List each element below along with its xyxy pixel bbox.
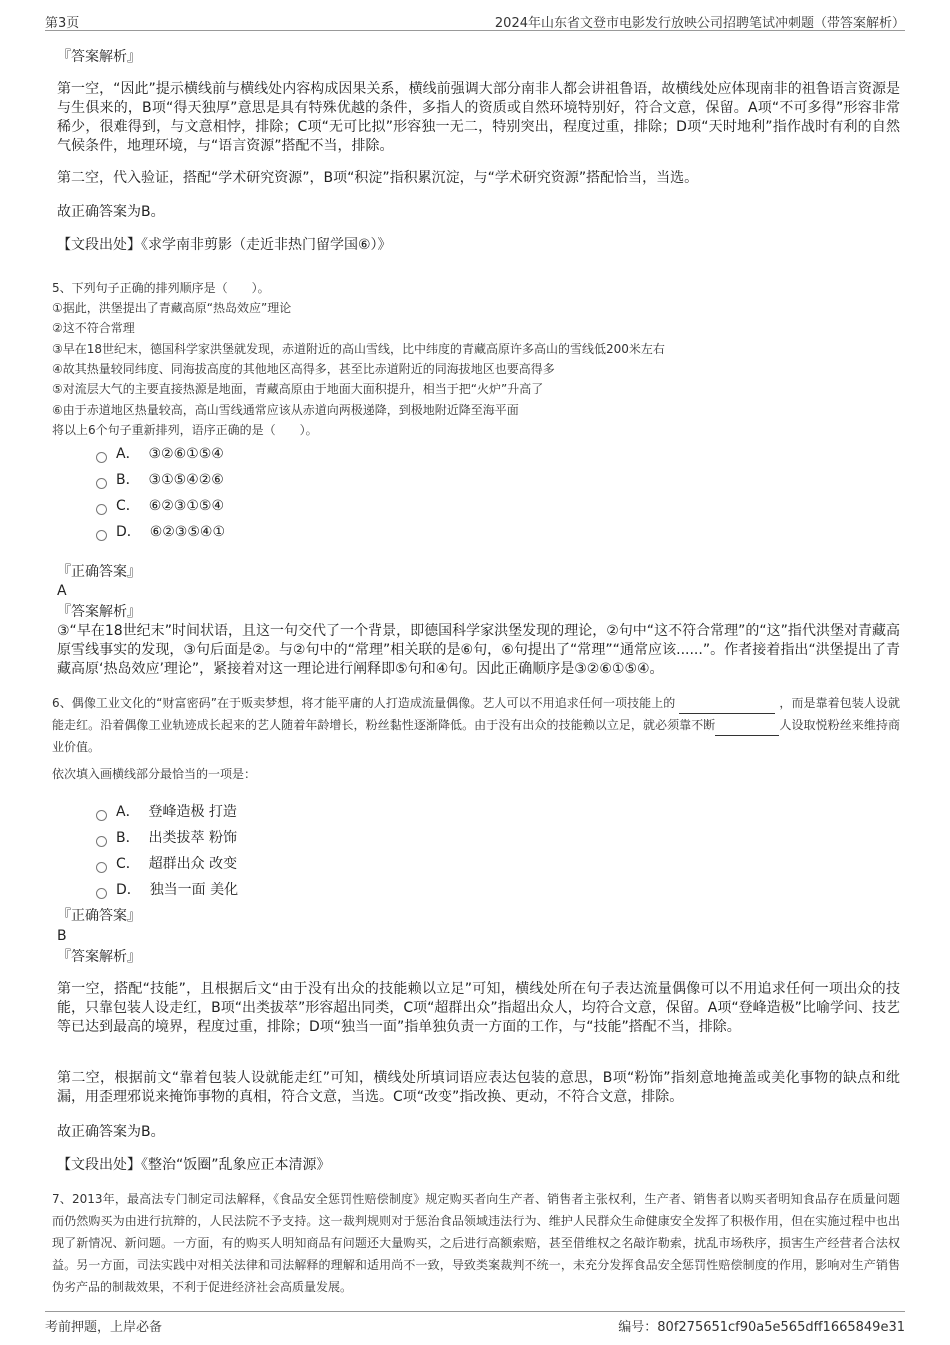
footer-divider (45, 1311, 905, 1312)
option-text: ③②⑥①⑤④ (148, 446, 224, 462)
option-letter: C． (116, 498, 140, 514)
option-letter: D． (116, 524, 141, 540)
q6-stem-part: ，而是靠着包装人设就能走红。沿着偶像工业轨迹成长起来的艺人随着年龄增长，粉丝黏性逐渐降低。由于没有出众的技能赖以立足，就必须靠不断 (52, 696, 900, 732)
radio-icon[interactable] (96, 504, 107, 515)
page-header (45, 6, 905, 31)
option-text: ⑥②③①⑤④ (148, 498, 224, 514)
footer-slogan: 考前押题，上岸必备 (45, 1320, 163, 1335)
q6-instruction: 依次填入画横线部分最恰当的一项是： (52, 767, 257, 781)
option-letter: B． (116, 830, 140, 846)
q5-sentence: ⑥由于赤道地区热量较高，高山雪线通常应该从赤道向两极递降，到极地附近降至海平面 (52, 403, 519, 417)
q6-option-a[interactable] (96, 802, 237, 822)
q6-answer-label: 『正确答案』 (57, 908, 141, 924)
fill-blank-2 (715, 721, 779, 736)
radio-icon[interactable] (96, 810, 107, 821)
option-letter: B． (116, 472, 140, 488)
option-letter: C． (116, 856, 140, 872)
q6-stem-part: 6、偶像工业文化的“财富密码”在于贩卖梦想，将才能平庸的人打造成流量偶像。艺人可以不用追求任何一项技能上的 (52, 696, 676, 710)
q7-stem: 7、2013年，最高法专门制定司法解释，《食品安全惩罚性赔偿制度》规定购买者向生产者、销售者主张权利，生产者、销售者以购买者明知食品存在质量问题而仍然购买为由进行抗辩的，人民法院不予支持。这一裁判规则对于惩治食品领域违法行为、维护人民群众生命健康安全发挥了积极作用，但在实施过程中也出现了新情况、新问题。一方面，有的购买人明知商品有问题还大量购买，之后进行高额索赔，甚至借维权之名敲诈勒索，扰乱市场秩序，损害生产经营者合法权益。另一方面，司法实践中对相关法律和司法解释的理解和适用尚不一致，导致类案裁判不统一，未充分发挥食品安全惩罚性赔偿制度的作用，影响对生产销售伪劣产品的制裁效果，不利于促进经济社会高质量发展。 (52, 1192, 900, 1294)
radio-icon[interactable] (96, 478, 107, 489)
code-label: 编号： (618, 1320, 658, 1335)
q6-source: 【文段出处】《整治“饭圈”乱象应正本清源》 (57, 1157, 331, 1173)
q6-option-b[interactable] (96, 828, 237, 848)
q4-conclusion: 故正确答案为B。 (57, 204, 165, 220)
q5-analysis: ③“早在18世纪末”时间状语，且这一句交代了一个背景，即德国科学家洪堡发现的理论，②句中“这不符合常理”的“这”指代洪堡对青藏高原雪线事实的发现，③句后面是②。与②句中的“常理”相关联的是⑥句，⑥句提出了“常理”“通常应该......”。作者接着指出“洪堡提出了青藏高原‘热岛效应’理论”，紧接着对这一理论进行阐释即⑤句和④句。因此正确顺序是③②⑥①⑤④。 (57, 623, 900, 677)
radio-icon[interactable] (96, 452, 107, 463)
q6-stem-part: 人设取悦粉丝来维持商业价值。 (52, 718, 900, 754)
option-letter: A． (116, 446, 140, 462)
option-letter: D． (116, 882, 141, 898)
option-text: ③①⑤④②⑥ (148, 472, 224, 488)
option-text: 超群出众 改变 (148, 856, 238, 872)
q5-option-d[interactable] (96, 522, 225, 542)
q5-instruction: 将以上6个句子重新排列，语序正确的是（ ）。 (52, 423, 318, 437)
document-code (618, 1316, 905, 1335)
fill-blank-1 (679, 699, 775, 714)
q4-analysis-label: 『答案解析』 (57, 49, 141, 65)
option-letter: A． (116, 804, 140, 820)
q5-option-c[interactable] (96, 496, 224, 516)
option-text: 登峰造极 打造 (148, 804, 237, 820)
page-number: 第3页 (45, 16, 80, 31)
radio-icon[interactable] (96, 888, 107, 899)
q5-sentence: ②这不符合常理 (52, 321, 135, 335)
q5-sentence: ③早在18世纪末，德国科学家洪堡就发现，赤道附近的高山雪线，比中纬度的青藏高原许多高山的雪线低200米左右 (52, 342, 665, 356)
q5-sentence: ⑤对流层大气的主要直接热源是地面，青藏高原由于地面大面积提升，相当于把“火炉”升高了 (52, 382, 544, 396)
radio-icon[interactable] (96, 530, 107, 541)
q4-source: 【文段出处】《求学南非剪影（走近非热门留学国⑥）》 (57, 237, 392, 253)
q5-option-b[interactable] (96, 470, 224, 490)
q5-analysis-label: 『答案解析』 (57, 604, 141, 620)
header-divider (45, 30, 905, 31)
code-value: 80f275651cf90a5e565dff1665849e31 (657, 1320, 905, 1335)
q6-answer: B (57, 928, 67, 944)
q5-sentence: ①据此，洪堡提出了青藏高原“热岛效应”理论 (52, 301, 292, 315)
q5-answer-label: 『正确答案』 (57, 564, 141, 580)
q5-sentence: ④故其热量较同纬度、同海拔高度的其他地区高得多，甚至比赤道附近的同海拔地区也要高得多 (52, 362, 555, 376)
q4-analysis-para1: 第一空，“因此”提示横线前与横线处内容构成因果关系，横线前强调大部分南非人都会讲祖鲁语，故横线处应体现南非的祖鲁语言资源是与生俱来的，B项“得天独厚”意思是具有特殊优越的条件，多指人的资质或自然环境特别好，符合文意，保留。A项“不可多得”形容非常稀少，很难得到，与文意相悖，排除；C项“无可比拟”形容独一无二，特别突出，程度过重，排除；D项“天时地利”指作战时有利的自然气候条件，地理环境，与“语言资源”搭配不当，排除。 (57, 81, 900, 154)
q6-analysis-para1: 第一空，搭配“技能”，且根据后文“由于没有出众的技能赖以立足”可知，横线处所在句子表达流量偶像可以不用追求任何一项出众的技能，只靠包装人设走红，B项“出类拔萃”形容超出同类，C项“超群出众”指超出众人，均符合文意，保留。A项“登峰造极”比喻学问、技艺等已达到最高的境界，程度过重，排除；D项“独当一面”指单独负责一方面的工作，与“技能”搭配不当，排除。 (57, 981, 900, 1035)
q6-conclusion: 故正确答案为B。 (57, 1124, 165, 1140)
q6-stem (52, 692, 900, 758)
q6-option-c[interactable] (96, 854, 237, 874)
q4-analysis-para2: 第二空，代入验证，搭配“学术研究资源”，B项“积淀”指积累沉淀，与“学术研究资源”搭配恰当，当选。 (57, 170, 699, 186)
q5-answer: A (57, 583, 67, 599)
q5-stem: 5、下列句子正确的排列顺序是（ ）。 (52, 281, 270, 295)
document-title: 2024年山东省文登市电影发行放映公司招聘笔试冲刺题（带答案解析） (494, 16, 905, 31)
q6-analysis-para2: 第二空，根据前文“靠着包装人设就能走红”可知，横线处所填词语应表达包装的意思，B项“粉饰”指刻意地掩盖或美化事物的缺点和纰漏，用歪理邪说来掩饰事物的真相，符合文意，当选。C项“改变”指改换、更动，不符合文意，排除。 (57, 1070, 900, 1105)
option-text: ⑥②③⑤④① (149, 524, 225, 540)
q5-option-a[interactable] (96, 444, 224, 464)
option-text: 独当一面 美化 (149, 882, 239, 898)
radio-icon[interactable] (96, 862, 107, 873)
q6-analysis-label: 『答案解析』 (57, 949, 141, 965)
q6-option-d[interactable] (96, 880, 238, 900)
radio-icon[interactable] (96, 836, 107, 847)
option-text: 出类拔萃 粉饰 (148, 830, 237, 846)
